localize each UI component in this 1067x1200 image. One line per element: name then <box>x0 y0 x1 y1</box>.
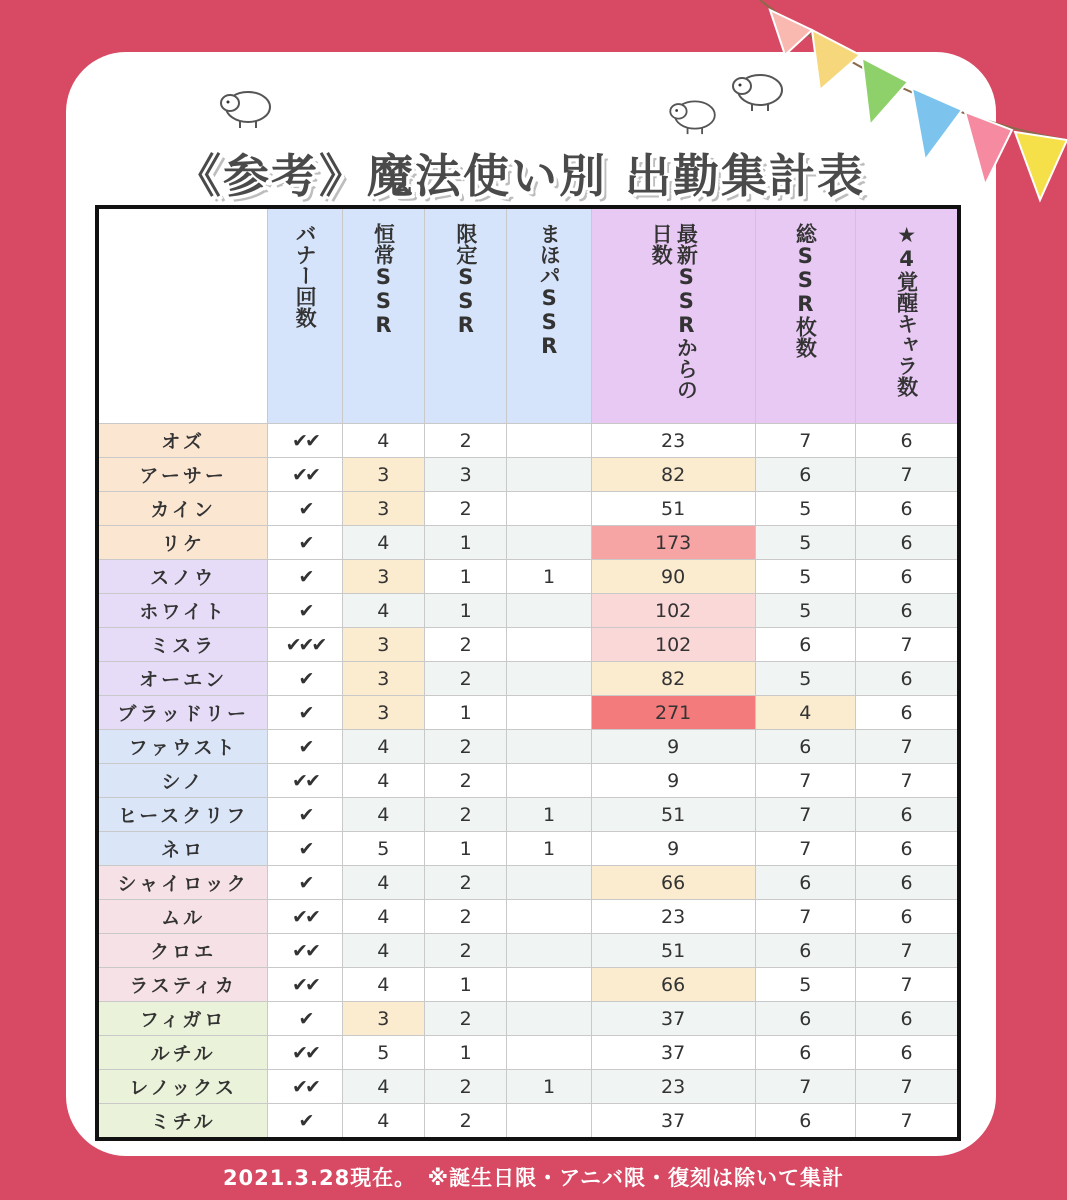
mahopa-ssr-cell <box>507 934 591 968</box>
days-cell: 23 <box>591 424 755 458</box>
awakened-cell: 6 <box>855 866 959 900</box>
standard-ssr-cell: 4 <box>342 900 424 934</box>
days-cell: 90 <box>591 560 755 594</box>
banner-cell: ✔ <box>268 866 342 900</box>
total-ssr-cell: 5 <box>755 662 855 696</box>
header-standard-ssr: 恒常SSR <box>342 207 424 424</box>
awakened-cell: 7 <box>855 1070 959 1104</box>
standard-ssr-cell: 4 <box>342 424 424 458</box>
days-cell: 37 <box>591 1104 755 1140</box>
limited-ssr-cell: 2 <box>425 866 507 900</box>
sheep-icon <box>730 68 786 112</box>
limited-ssr-cell: 1 <box>425 832 507 866</box>
limited-ssr-cell: 1 <box>425 526 507 560</box>
banner-cell: ✔✔ <box>268 1036 342 1070</box>
total-ssr-cell: 6 <box>755 866 855 900</box>
mahopa-ssr-cell <box>507 1002 591 1036</box>
days-cell: 37 <box>591 1002 755 1036</box>
standard-ssr-cell: 3 <box>342 458 424 492</box>
days-cell: 51 <box>591 798 755 832</box>
awakened-cell: 6 <box>855 594 959 628</box>
awakened-cell: 7 <box>855 764 959 798</box>
table-row <box>97 764 959 798</box>
mahopa-ssr-cell <box>507 594 591 628</box>
header-days-line1: 最新SSRからの <box>674 223 699 400</box>
awakened-cell: 7 <box>855 628 959 662</box>
name-cell: アーサー <box>97 458 268 492</box>
name-cell: オズ <box>97 424 268 458</box>
total-ssr-cell: 7 <box>755 832 855 866</box>
name-cell: ブラッドリー <box>97 696 268 730</box>
standard-ssr-cell: 3 <box>342 560 424 594</box>
name-cell: ファウスト <box>97 730 268 764</box>
limited-ssr-cell: 2 <box>425 900 507 934</box>
page-title: 《参考》魔法使い別 出勤集計表 <box>174 149 865 203</box>
header-days-line2: 日数 <box>649 223 674 265</box>
awakened-cell: 6 <box>855 662 959 696</box>
banner-cell: ✔✔ <box>268 934 342 968</box>
header-corner <box>97 207 268 424</box>
limited-ssr-cell: 2 <box>425 662 507 696</box>
total-ssr-cell: 7 <box>755 764 855 798</box>
table-body <box>97 424 959 1140</box>
summary-table <box>95 205 961 1141</box>
banner-cell: ✔ <box>268 662 342 696</box>
mahopa-ssr-cell <box>507 492 591 526</box>
header-total-ssr: 総SSR枚数 <box>755 207 855 424</box>
awakened-cell: 6 <box>855 696 959 730</box>
banner-cell: ✔ <box>268 594 342 628</box>
table-row <box>97 730 959 764</box>
mahopa-ssr-cell <box>507 628 591 662</box>
mahopa-ssr-cell <box>507 730 591 764</box>
name-cell: スノウ <box>97 560 268 594</box>
standard-ssr-cell: 3 <box>342 628 424 662</box>
standard-ssr-cell: 4 <box>342 968 424 1002</box>
standard-ssr-cell: 5 <box>342 1036 424 1070</box>
limited-ssr-cell: 2 <box>425 424 507 458</box>
table-row <box>97 1070 959 1104</box>
total-ssr-cell: 7 <box>755 1070 855 1104</box>
mahopa-ssr-cell <box>507 458 591 492</box>
limited-ssr-cell: 1 <box>425 594 507 628</box>
name-cell: ルチル <box>97 1036 268 1070</box>
mahopa-ssr-cell <box>507 696 591 730</box>
standard-ssr-cell: 4 <box>342 866 424 900</box>
mahopa-ssr-cell <box>507 866 591 900</box>
limited-ssr-cell: 1 <box>425 560 507 594</box>
header-banner-count: バナー回数 <box>268 207 342 424</box>
limited-ssr-cell: 2 <box>425 1002 507 1036</box>
banner-cell: ✔✔ <box>268 458 342 492</box>
limited-ssr-cell: 3 <box>425 458 507 492</box>
mahopa-ssr-cell <box>507 1104 591 1140</box>
banner-cell: ✔✔ <box>268 424 342 458</box>
standard-ssr-cell: 4 <box>342 526 424 560</box>
total-ssr-cell: 6 <box>755 730 855 764</box>
days-cell: 82 <box>591 458 755 492</box>
days-cell: 51 <box>591 934 755 968</box>
banner-cell: ✔ <box>268 730 342 764</box>
awakened-cell: 6 <box>855 424 959 458</box>
limited-ssr-cell: 2 <box>425 1104 507 1140</box>
table-row <box>97 934 959 968</box>
total-ssr-cell: 5 <box>755 968 855 1002</box>
banner-cell: ✔ <box>268 1104 342 1140</box>
total-ssr-cell: 7 <box>755 900 855 934</box>
days-cell: 9 <box>591 832 755 866</box>
standard-ssr-cell: 5 <box>342 832 424 866</box>
limited-ssr-cell: 2 <box>425 798 507 832</box>
standard-ssr-cell: 3 <box>342 662 424 696</box>
banner-cell: ✔ <box>268 798 342 832</box>
limited-ssr-cell: 1 <box>425 696 507 730</box>
standard-ssr-cell: 4 <box>342 594 424 628</box>
total-ssr-cell: 7 <box>755 798 855 832</box>
banner-cell: ✔✔ <box>268 1070 342 1104</box>
name-cell: オーエン <box>97 662 268 696</box>
awakened-cell: 7 <box>855 458 959 492</box>
limited-ssr-cell: 2 <box>425 492 507 526</box>
banner-cell: ✔✔ <box>268 764 342 798</box>
total-ssr-cell: 7 <box>755 424 855 458</box>
days-cell: 271 <box>591 696 755 730</box>
total-ssr-cell: 6 <box>755 1036 855 1070</box>
days-cell: 102 <box>591 628 755 662</box>
name-cell: カイン <box>97 492 268 526</box>
name-cell: ミチル <box>97 1104 268 1140</box>
banner-cell: ✔ <box>268 1002 342 1036</box>
standard-ssr-cell: 4 <box>342 934 424 968</box>
mahopa-ssr-cell <box>507 1036 591 1070</box>
table-row <box>97 458 959 492</box>
total-ssr-cell: 6 <box>755 628 855 662</box>
total-ssr-cell: 5 <box>755 492 855 526</box>
standard-ssr-cell: 4 <box>342 730 424 764</box>
name-cell: ホワイト <box>97 594 268 628</box>
name-cell: レノックス <box>97 1070 268 1104</box>
header-row <box>97 207 959 424</box>
awakened-cell: 6 <box>855 900 959 934</box>
days-cell: 173 <box>591 526 755 560</box>
awakened-cell: 7 <box>855 968 959 1002</box>
name-cell: ムル <box>97 900 268 934</box>
total-ssr-cell: 6 <box>755 934 855 968</box>
awakened-cell: 6 <box>855 526 959 560</box>
limited-ssr-cell: 2 <box>425 934 507 968</box>
total-ssr-cell: 4 <box>755 696 855 730</box>
banner-cell: ✔ <box>268 526 342 560</box>
awakened-cell: 6 <box>855 492 959 526</box>
table-row <box>97 662 959 696</box>
mahopa-ssr-cell <box>507 968 591 1002</box>
name-cell: シャイロック <box>97 866 268 900</box>
awakened-cell: 6 <box>855 798 959 832</box>
table-row <box>97 1104 959 1140</box>
limited-ssr-cell: 2 <box>425 730 507 764</box>
banner-cell: ✔ <box>268 696 342 730</box>
table-row <box>97 526 959 560</box>
total-ssr-cell: 5 <box>755 560 855 594</box>
days-cell: 66 <box>591 866 755 900</box>
days-cell: 102 <box>591 594 755 628</box>
banner-cell: ✔✔✔ <box>268 628 342 662</box>
name-cell: フィガロ <box>97 1002 268 1036</box>
table-row <box>97 560 959 594</box>
mahopa-ssr-cell: 1 <box>507 832 591 866</box>
awakened-cell: 6 <box>855 832 959 866</box>
table-row <box>97 696 959 730</box>
mahopa-ssr-cell: 1 <box>507 1070 591 1104</box>
awakened-cell: 7 <box>855 934 959 968</box>
banner-cell: ✔ <box>268 492 342 526</box>
days-cell: 66 <box>591 968 755 1002</box>
name-cell: シノ <box>97 764 268 798</box>
footer-note: 2021.3.28現在。 ※誕生日限・アニバ限・復刻は除いて集計 <box>222 1166 845 1190</box>
total-ssr-cell: 5 <box>755 594 855 628</box>
name-cell: ラスティカ <box>97 968 268 1002</box>
banner-cell: ✔✔ <box>268 900 342 934</box>
mahopa-ssr-cell <box>507 900 591 934</box>
standard-ssr-cell: 3 <box>342 1002 424 1036</box>
total-ssr-cell: 6 <box>755 458 855 492</box>
days-cell: 51 <box>591 492 755 526</box>
days-cell: 23 <box>591 900 755 934</box>
name-cell: クロエ <box>97 934 268 968</box>
days-cell: 9 <box>591 730 755 764</box>
table-row <box>97 594 959 628</box>
name-cell: ネロ <box>97 832 268 866</box>
sheep-icon <box>667 95 719 135</box>
mahopa-ssr-cell <box>507 424 591 458</box>
table-row <box>97 492 959 526</box>
days-cell: 37 <box>591 1036 755 1070</box>
table-row <box>97 628 959 662</box>
standard-ssr-cell: 3 <box>342 492 424 526</box>
standard-ssr-cell: 4 <box>342 1104 424 1140</box>
banner-cell: ✔ <box>268 560 342 594</box>
header-awakened: ★4覚醒キャラ数 <box>855 207 959 424</box>
awakened-cell: 7 <box>855 730 959 764</box>
header-mahopa-ssr: まほパSSR <box>507 207 591 424</box>
standard-ssr-cell: 3 <box>342 696 424 730</box>
awakened-cell: 6 <box>855 1036 959 1070</box>
table-row <box>97 900 959 934</box>
banner-cell: ✔ <box>268 832 342 866</box>
table-row <box>97 798 959 832</box>
limited-ssr-cell: 2 <box>425 1070 507 1104</box>
banner-cell: ✔✔ <box>268 968 342 1002</box>
total-ssr-cell: 6 <box>755 1104 855 1140</box>
header-limited-ssr: 限定SSR <box>425 207 507 424</box>
mahopa-ssr-cell: 1 <box>507 798 591 832</box>
sheep-icon <box>218 85 274 129</box>
header-days-since-ssr <box>591 207 755 424</box>
table-row <box>97 1036 959 1070</box>
limited-ssr-cell: 1 <box>425 1036 507 1070</box>
table-row <box>97 968 959 1002</box>
table-row <box>97 866 959 900</box>
awakened-cell: 7 <box>855 1104 959 1140</box>
name-cell: ヒースクリフ <box>97 798 268 832</box>
days-cell: 9 <box>591 764 755 798</box>
table-row <box>97 832 959 866</box>
limited-ssr-cell: 1 <box>425 968 507 1002</box>
mahopa-ssr-cell: 1 <box>507 560 591 594</box>
mahopa-ssr-cell <box>507 764 591 798</box>
standard-ssr-cell: 4 <box>342 798 424 832</box>
limited-ssr-cell: 2 <box>425 628 507 662</box>
days-cell: 82 <box>591 662 755 696</box>
mahopa-ssr-cell <box>507 662 591 696</box>
total-ssr-cell: 6 <box>755 1002 855 1036</box>
name-cell: ミスラ <box>97 628 268 662</box>
awakened-cell: 6 <box>855 1002 959 1036</box>
mahopa-ssr-cell <box>507 526 591 560</box>
awakened-cell: 6 <box>855 560 959 594</box>
total-ssr-cell: 5 <box>755 526 855 560</box>
table-row <box>97 424 959 458</box>
name-cell: リケ <box>97 526 268 560</box>
limited-ssr-cell: 2 <box>425 764 507 798</box>
standard-ssr-cell: 4 <box>342 1070 424 1104</box>
standard-ssr-cell: 4 <box>342 764 424 798</box>
table-row <box>97 1002 959 1036</box>
days-cell: 23 <box>591 1070 755 1104</box>
